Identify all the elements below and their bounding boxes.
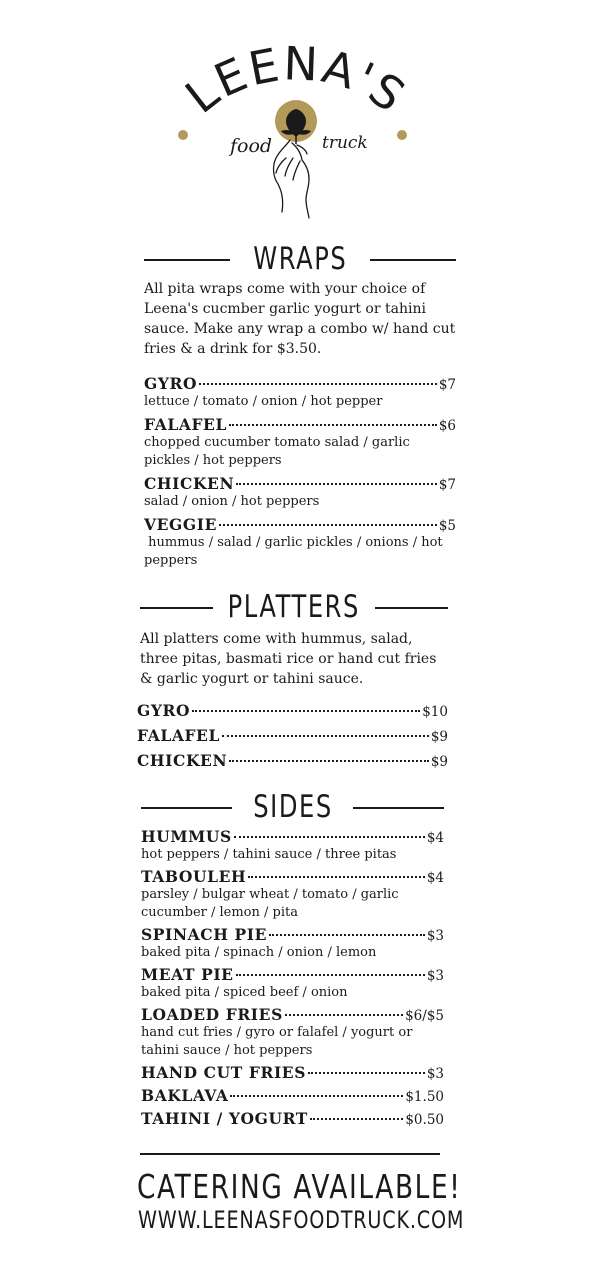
item-name: VEGGIE — [144, 515, 217, 534]
menu-item — [141, 1063, 444, 1082]
menu-item — [141, 965, 444, 1002]
menu-item — [141, 925, 444, 962]
wraps-list — [144, 374, 456, 570]
item-name: SPINACH PIE — [141, 925, 267, 944]
menu-item — [144, 374, 456, 411]
item-description: lettuce / tomato / onion / hot pepper — [144, 394, 383, 409]
item-description: hot peppers / tahini sauce / three pitas — [141, 847, 397, 862]
wraps-section — [144, 241, 456, 570]
menu-item — [144, 515, 456, 570]
logo-food-text: food — [230, 135, 273, 157]
sides-title: SIDES — [252, 789, 333, 825]
item-description: hummus / salad / garlic pickles / onions / hot peppers — [144, 535, 447, 568]
item-price: $0.50 — [405, 1112, 444, 1128]
sides-section — [141, 789, 444, 1128]
catering-banner: CATERING AVAILABLE! — [137, 1167, 462, 1206]
item-price: $6/$5 — [405, 1008, 444, 1024]
item-name: GYRO — [144, 374, 198, 393]
item-price: $7 — [438, 477, 456, 493]
dot-leader — [222, 735, 429, 737]
item-description: baked pita / spiced beef / onion — [141, 985, 348, 1000]
menu-item — [141, 867, 444, 922]
heading-rule — [353, 807, 444, 809]
dot-leader — [229, 760, 429, 762]
platters-list — [137, 701, 448, 770]
right-dot-icon — [397, 130, 407, 140]
dot-leader — [229, 424, 437, 426]
hand-icon — [274, 140, 309, 218]
item-price: $4 — [426, 870, 444, 886]
item-name: GYRO — [137, 701, 191, 720]
item-price: $9 — [430, 754, 448, 770]
item-price: $1.50 — [405, 1089, 444, 1105]
heading-rule — [375, 607, 448, 609]
wraps-intro: All pita wraps come with your choice of Leena's cucmber garlic yogurt or tahini sauce. Make any wrap a combo w/ hand cut fries & a drink for $3.50. — [144, 281, 456, 357]
item-description: baked pita / spinach / onion / lemon — [141, 945, 377, 960]
item-name: MEAT PIE — [141, 965, 234, 984]
menu-item — [141, 1005, 444, 1060]
dot-leader — [192, 710, 420, 712]
item-description: salad / onion / hot peppers — [144, 494, 320, 509]
item-price: $6 — [438, 418, 456, 434]
platters-heading — [140, 589, 448, 625]
menu-item — [141, 1109, 444, 1128]
item-price: $9 — [430, 729, 448, 745]
sides-heading — [141, 789, 444, 825]
leenas-logo — [160, 40, 430, 235]
item-price: $3 — [426, 1066, 444, 1082]
heading-rule — [140, 607, 213, 609]
dot-leader — [219, 524, 437, 526]
wraps-title: WRAPS — [253, 241, 348, 277]
left-dot-icon — [178, 130, 188, 140]
dot-leader — [248, 876, 425, 878]
item-name: HUMMUS — [141, 827, 232, 846]
item-price: $10 — [422, 704, 448, 720]
heading-rule — [144, 259, 230, 261]
dot-leader — [199, 383, 437, 385]
sides-list — [141, 827, 444, 1128]
item-price: $4 — [426, 830, 444, 846]
menu-item — [137, 701, 448, 720]
item-name: CHICKEN — [144, 474, 235, 493]
item-price: $3 — [426, 968, 444, 984]
dot-leader — [269, 934, 425, 936]
item-price: $7 — [438, 377, 456, 393]
menu-item — [137, 751, 448, 770]
item-name: LOADED FRIES — [141, 1005, 283, 1024]
heading-rule — [370, 259, 456, 261]
item-name: TABOULEH — [141, 867, 247, 886]
website-url: WWW.LEENASFOODTRUCK.COM — [138, 1206, 465, 1234]
item-name: FALAFEL — [137, 726, 220, 745]
dot-leader — [236, 483, 437, 485]
item-name: TAHINI / YOGURT — [141, 1109, 308, 1128]
item-name: CHICKEN — [137, 751, 228, 770]
dot-leader — [308, 1072, 425, 1074]
menu-item — [144, 415, 456, 470]
platters-intro: All platters come with hummus, salad, three pitas, basmati rice or hand cut fries & garlic yogurt or tahini sauce. — [140, 631, 437, 687]
item-description: hand cut fries / gyro or falafel / yogurt or tahini sauce / hot peppers — [141, 1025, 413, 1058]
item-name: FALAFEL — [144, 415, 227, 434]
menu-item — [137, 726, 448, 745]
menu-item — [141, 1086, 444, 1105]
dot-leader — [230, 1095, 403, 1097]
footer-rule — [140, 1153, 440, 1155]
dot-leader — [285, 1014, 403, 1016]
dot-leader — [310, 1118, 403, 1120]
logo-truck-text: truck — [322, 133, 368, 153]
item-price: $5 — [438, 518, 456, 534]
item-name: BAKLAVA — [141, 1086, 229, 1105]
platters-section — [137, 589, 448, 770]
platters-title: PLATTERS — [227, 589, 361, 625]
dot-leader — [236, 974, 425, 976]
menu-item — [144, 474, 456, 511]
wraps-heading — [144, 241, 456, 277]
item-price: $3 — [426, 928, 444, 944]
dot-leader — [234, 836, 425, 838]
logo-name: LEENA'S — [175, 40, 417, 124]
item-description: chopped cucumber tomato salad / garlic pickles / hot peppers — [144, 435, 410, 468]
item-name: HAND CUT FRIES — [141, 1063, 307, 1082]
menu-item — [141, 827, 444, 864]
heading-rule — [141, 807, 232, 809]
item-description: parsley / bulgar wheat / tomato / garlic cucumber / lemon / pita — [141, 887, 399, 920]
